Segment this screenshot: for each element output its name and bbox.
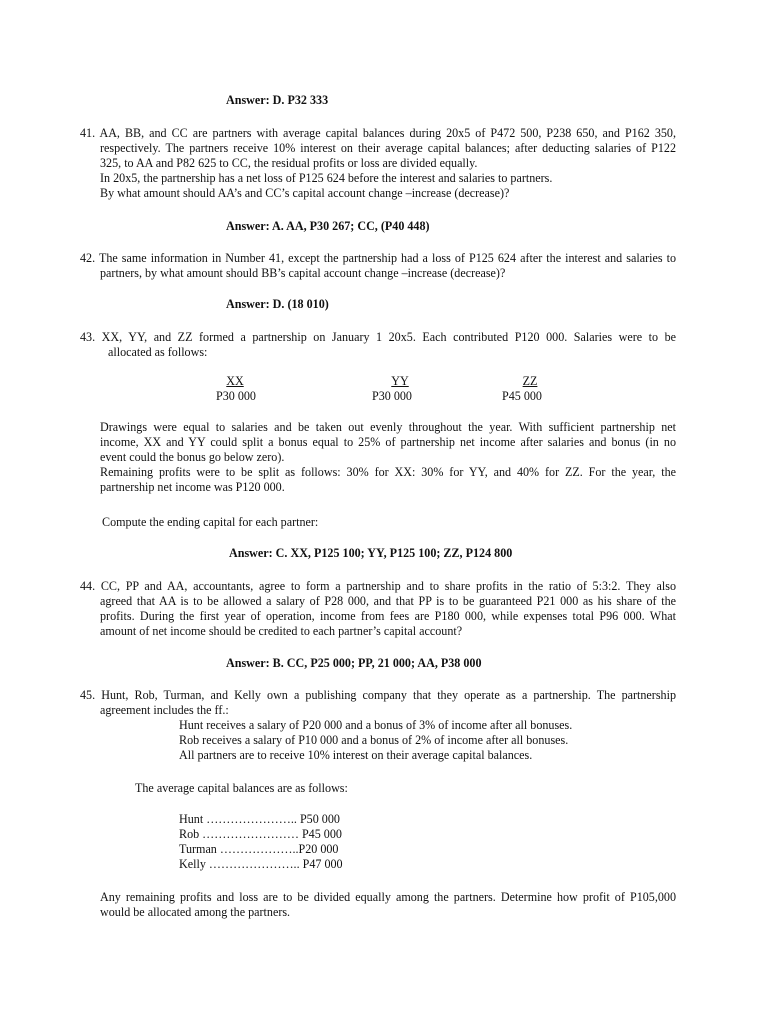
q42-line-1: 42. The same information in Number 41, except the partnership had a loss of P125 624 after the interest and salaries to (80, 251, 676, 265)
q43-line-2: allocated as follows: (108, 345, 208, 359)
q45-closing-line-2: would be allocated among the partners. (100, 905, 291, 919)
q42-line-2: partners, by what amount should BB’s capital account change –increase (decrease)? (100, 266, 506, 280)
q45-line-1: 45. Hunt, Rob, Turman, and Kelly own a publishing company that they operate as a partnership. The partnership (80, 688, 676, 702)
answer-43: Answer: C. XX, P125 100; YY, P125 100; ZZ, P124 800 (229, 546, 513, 560)
answer-41: Answer: A. AA, P30 267; CC, (P40 448) (226, 219, 430, 233)
q44-line-4: amount of net income should be credited to each partner’s capital account? (100, 624, 463, 638)
salary-header-yy: YY (391, 374, 409, 388)
q45-term-1: Hunt receives a salary of P20 000 and a bonus of 3% of income after all bonuses. (179, 718, 573, 732)
q43-para1-line-3: event could the bonus go below zero). (100, 450, 285, 464)
q44-line-1: 44. CC, PP and AA, accountants, agree to form a partnership and to share profits in the ratio of 5:3:2. They also (80, 579, 676, 593)
q43-para2-line-1: Remaining profits were to be split as follows: 30% for XX: 30% for YY, and 40% for ZZ. For the year, the (100, 465, 676, 479)
balance-rob: Rob …………………… P45 000 (179, 827, 342, 841)
q41-line-5: By what amount should AA’s and CC’s capital account change –increase (decrease)? (100, 186, 510, 200)
q45-term-3: All partners are to receive 10% interest on their average capital balances. (179, 748, 533, 762)
q45-term-2: Rob receives a salary of P10 000 and a bonus of 2% of income after all bonuses. (179, 733, 569, 747)
salary-value-zz: P45 000 (502, 389, 542, 403)
q45-closing-line-1: Any remaining profits and loss are to be divided equally among the partners. Determine how profit of P105,000 (100, 890, 676, 904)
answer-44: Answer: B. CC, P25 000; PP, 21 000; AA, P38 000 (226, 656, 482, 670)
salary-header-xx: XX (226, 374, 244, 388)
q41-line-1: 41. AA, BB, and CC are partners with average capital balances during 20x5 of P472 500, P238 650, and P162 350, (80, 126, 676, 140)
q45-closing (100, 890, 676, 920)
salary-value-yy: P30 000 (372, 389, 412, 403)
q43-para2-line-2: partnership net income was P120 000. (100, 480, 285, 494)
q45-balances (179, 812, 439, 872)
q43-line-1: 43. XX, YY, and ZZ formed a partnership on January 1 20x5. Each contributed P120 000. Salaries were to be (80, 330, 676, 344)
q44-line-3: profits. During the first year of operation, income from fees are P180 000, while expenses total P96 000. What (100, 609, 676, 623)
question-45 (80, 688, 676, 718)
balance-hunt: Hunt ………………….. P50 000 (179, 812, 340, 826)
salary-table (210, 374, 570, 406)
question-41 (80, 126, 676, 201)
answer-42: Answer: D. (18 010) (226, 297, 329, 311)
answer-40: Answer: D. P32 333 (226, 93, 329, 107)
q43-para1-line-2: income, XX and YY could split a bonus equal to 25% of partnership net income after salaries and bonus (in no (100, 435, 676, 449)
q45-avg-intro: The average capital balances are as follows: (135, 781, 348, 795)
q43-para1-line-1: Drawings were equal to salaries and be taken out evenly throughout the year. With sufficient partnership net (100, 420, 676, 434)
q41-line-2: respectively. The partners receive 10% interest on their average capital balances; after deducting salaries of P122 (100, 141, 676, 155)
q44-line-2: agreed that AA is to be allowed a salary of P28 000, and that PP is to be guaranteed P21 000 as his share of the (100, 594, 676, 608)
salary-value-xx: P30 000 (216, 389, 256, 403)
question-43 (80, 330, 676, 360)
balance-turman: Turman ………………..P20 000 (179, 842, 339, 856)
q43-paragraph (100, 420, 676, 495)
question-42 (80, 251, 676, 281)
question-44 (80, 579, 676, 639)
q41-line-4: In 20x5, the partnership has a net loss of P125 624 before the interest and salaries to partners. (100, 171, 553, 185)
q45-terms (179, 718, 659, 763)
q41-line-3: 325, to AA and P82 625 to CC, the residual profits or loss are divided equally. (100, 156, 478, 170)
q45-line-2: agreement includes the ff.: (100, 703, 229, 717)
salary-header-zz: ZZ (522, 374, 538, 388)
balance-kelly: Kelly ………………….. P47 000 (179, 857, 343, 871)
q43-compute: Compute the ending capital for each partner: (102, 515, 319, 529)
